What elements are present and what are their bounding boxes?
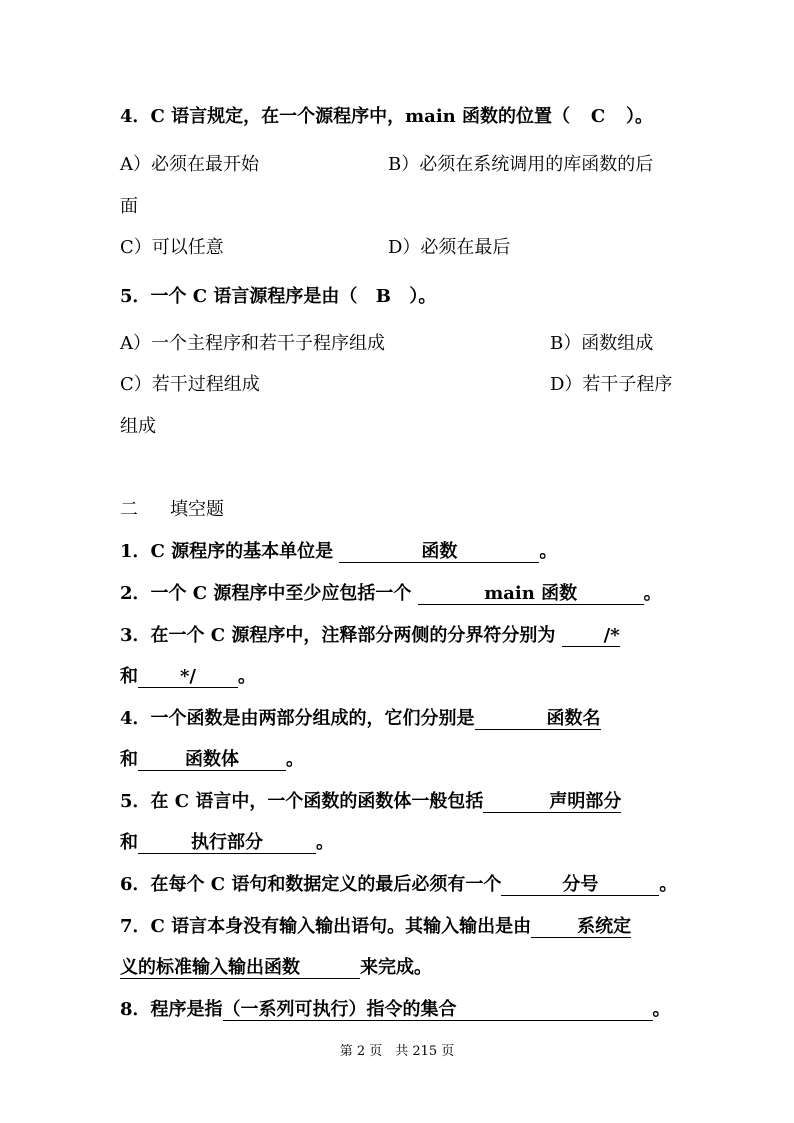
fill-q3-cont: 和 */ 。 [120,666,256,687]
mc-q4-option-c: C）可以任意 [120,237,224,258]
mc-q5-answer: B [375,286,391,307]
section-title: 填空题 [170,499,224,520]
fill-q1: 1．C 源程序的基本单位是 函数 。 [120,541,558,562]
mc-q5-option-d: D）若干子程序 [550,374,673,395]
fill-q7-answer-2: 义的标准输入输出函数 [120,958,360,979]
fill-q3: 3．在一个 C 源程序中，注释部分两侧的分界符分别为 /* [120,625,620,646]
fill-q5: 5．在 C 语言中，一个函数的函数体一般包括 声明部分 [120,791,622,812]
fill-q7-answer-1: 系统定 [531,917,631,938]
fill-q3-answer-1: /* [562,626,620,647]
fill-q6-answer: 分号 [501,875,659,896]
fill-q4-answer-2: 函数体 [138,750,286,771]
mc-q4-stem: 4．C 语言规定，在一个源程序中，main 函数的位置（ C ）。 [120,106,654,127]
fill-q4-cont: 和 函数体 。 [120,749,304,770]
fill-q2-answer: main 函数 [418,584,644,605]
mc-q4-option-d: D）必须在最后 [388,237,511,258]
fill-q5-cont: 和 执行部分 。 [120,832,334,853]
mc-q5-stem: 5．一个 C 语言源程序是由（ B ）。 [120,286,437,307]
fill-q2: 2．一个 C 源程序中至少应包括一个 main 函数 。 [120,583,662,604]
mc-q5-option-b: B）函数组成 [550,333,654,354]
fill-q5-answer-1: 声明部分 [483,792,621,813]
fill-q4: 4．一个函数是由两部分组成的，它们分别是 函数名 [120,708,601,729]
mc-q4-option-a: A）必须在最开始 [120,154,259,175]
section-number: 二 [120,499,138,520]
fill-q8: 8．程序是指（一系列可执行）指令的集合 。 [120,999,671,1020]
mc-q4-option-b-cont: 面 [120,196,138,217]
mc-q5-option-c: C）若干过程组成 [120,374,260,395]
mc-q4-answer: C [590,106,606,127]
mc-q5-option-d-cont: 组成 [120,416,156,437]
fill-q3-answer-2: */ [138,667,238,688]
fill-q5-answer-2: 执行部分 [138,833,316,854]
fill-q1-answer: 函数 [339,542,539,563]
fill-q7-cont: 义的标准输入输出函数 来完成。 [120,957,432,978]
fill-q6: 6．在每个 C 语句和数据定义的最后必须有一个 分号 。 [120,874,678,895]
fill-q8-answer: （一系列可执行）指令的集合 [223,1000,653,1021]
section-heading [120,499,224,521]
fill-q4-answer-1: 函数名 [475,709,601,730]
fill-q7: 7．C 语言本身没有输入输出语句。其输入输出是由 系统定 [120,916,632,937]
page-footer: 第 2 页 共 215 页 [339,1044,455,1059]
mc-q4-option-b: B）必须在系统调用的库函数的后 [388,154,654,175]
mc-q5-option-a: A）一个主程序和若干子程序组成 [120,333,385,354]
